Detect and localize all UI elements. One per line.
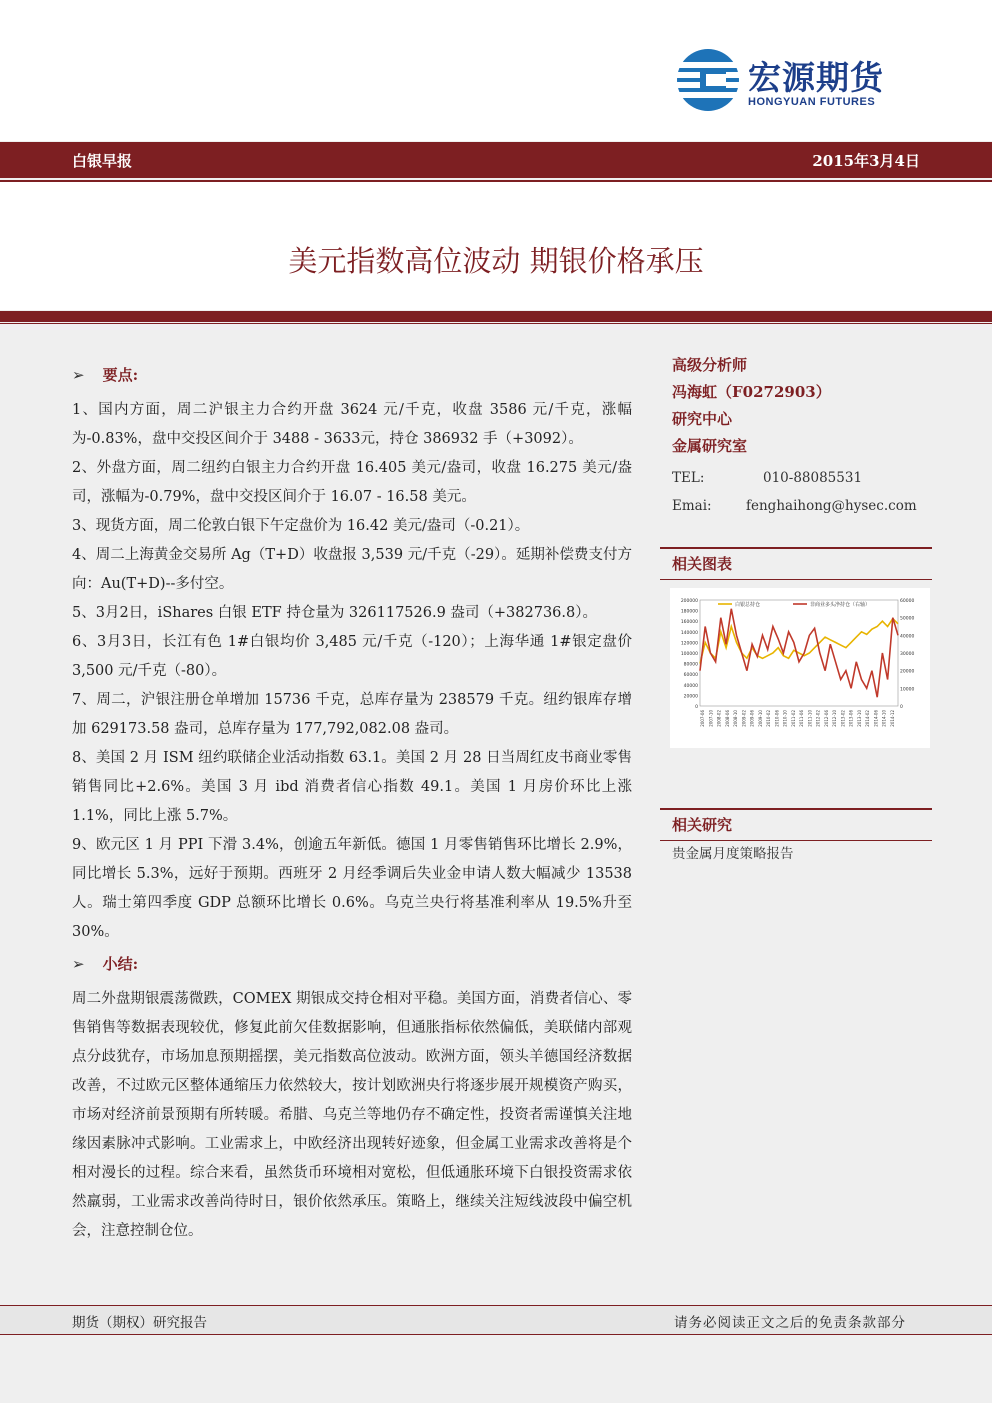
x-tick-label: 2009-06 xyxy=(749,710,755,727)
y-right-tick-label: 40000 xyxy=(900,634,915,640)
report-banner xyxy=(0,142,992,178)
analyst-panel xyxy=(672,352,932,520)
key-points-list xyxy=(72,396,632,947)
chart-section-title: 相关图表 xyxy=(672,555,733,573)
holdings-chart xyxy=(670,588,930,748)
x-tick-label: 2011-02 xyxy=(790,710,796,727)
analyst-role: 高级分析师 xyxy=(672,356,748,374)
tel-value: 010-88085531 xyxy=(763,470,863,486)
x-tick-label: 2009-10 xyxy=(757,710,763,727)
x-tick-label: 2011-06 xyxy=(799,710,805,727)
page-header xyxy=(0,0,992,141)
legend-label: 白银总持仓 xyxy=(735,602,761,608)
y-left-tick-label: 200000 xyxy=(680,599,698,604)
y-left-tick-label: 120000 xyxy=(680,641,698,647)
x-tick-label: 2010-10 xyxy=(782,710,788,727)
x-tick-label: 2008-02 xyxy=(716,710,722,727)
x-tick-label: 2013-06 xyxy=(848,710,854,727)
x-tick-label: 2013-10 xyxy=(856,710,862,727)
x-tick-label: 2010-02 xyxy=(766,710,772,727)
title-box xyxy=(0,182,992,310)
tel-row xyxy=(672,464,932,492)
x-tick-label: 2008-06 xyxy=(724,710,730,727)
divider xyxy=(0,311,992,322)
bullet-arrow-icon: ➢ xyxy=(72,955,85,973)
logo-icon xyxy=(676,48,740,112)
related-research-title: 相关研究 xyxy=(672,816,733,834)
chart-section-header xyxy=(660,547,932,580)
x-tick-label: 2007-06 xyxy=(700,710,705,727)
report-title: 美元指数高位波动 期银价格承压 xyxy=(288,244,704,278)
y-left-tick-label: 180000 xyxy=(680,609,698,615)
logo-text-en: HONGYUAN FUTURES xyxy=(748,96,876,108)
report-type: 白银早报 xyxy=(72,152,133,170)
email-link[interactable]: fenghaihong@hysec.com xyxy=(746,498,917,514)
summary-text: 周二外盘期银震荡微跌，COMEX 期银成交持仓相对平稳。美国方面，消费者信心、零售销售等数据表现较优，修复此前欠佳数据影响，但通胀指标依然偏低，美联储内部观点分歧犹存，市场加息预期摇摆，美元指数高位波动。欧洲方面，领头羊德国经济数据改善，不过欧元区整体通缩压力依然较大，按计划欧洲央行将逐步展开规模资产购买，市场对经济前景预期有所转暖。希腊、乌克兰等地仍存不确定性，投资者需谨慎关注地缘因素脉冲式影响。工业需求上，中欧经济出现转好迹象，但金属工业需求改善将是个相对漫长的过程。综合来看，虽然货币环境相对宽松，但低通胀环境下白银投资需求依然羸弱，工业需求改善尚待时日，银价依然承压。策略上，继续关注短线波段中偏空机会，注意控制仓位。 xyxy=(72,991,632,1239)
analyst-dept: 研究中心 xyxy=(672,410,733,428)
y-left-tick-label: 140000 xyxy=(680,630,698,636)
summary-heading: ➢ 小结: xyxy=(72,955,139,973)
x-tick-label: 2009-02 xyxy=(741,710,747,727)
key-point-item: 1、国内方面，周二沪银主力合约开盘 3624 元/千克，收盘 3586 元/千克，涨幅为-0.83%，盘中交投区间介于 3488 - 3633元，持仓 386932 手（+3092）。 xyxy=(72,402,632,447)
x-tick-label: 2008-10 xyxy=(733,710,739,727)
report-date: 2015年3月4日 xyxy=(812,152,920,170)
x-tick-label: 2010-06 xyxy=(774,710,780,727)
main-content xyxy=(72,360,632,1246)
footer-left-text: 期货（期权）研究报告 xyxy=(72,1315,207,1331)
key-points-heading: ➢ 要点: xyxy=(72,366,139,384)
y-left-tick-label: 20000 xyxy=(683,694,698,700)
bullet-arrow-icon: ➢ xyxy=(72,366,85,384)
tel-label: TEL: xyxy=(672,470,705,486)
key-point-item: 2、外盘方面，周二纽约白银主力合约开盘 16.405 美元/盎司，收盘 16.275 美元/盎司，涨幅为-0.79%，盘中交投区间介于 16.07 - 16.58 美元。 xyxy=(72,460,632,505)
footer-right-text: 请务必阅读正文之后的免责条款部分 xyxy=(674,1315,906,1331)
legend-label: 非商业多头净持仓（右轴） xyxy=(810,602,871,608)
y-left-tick-label: 80000 xyxy=(683,662,698,668)
key-point-item: 7、周二，沪银注册仓单增加 15736 千克，总库存量为 238579 千克。纽约银库存增加 629173.58 盎司，总库存量为 177,792,082.08 盎司。 xyxy=(72,692,632,737)
analyst-name: 冯海虹（F0272903） xyxy=(672,383,831,401)
x-tick-label: 2012-10 xyxy=(832,710,838,727)
x-tick-label: 2011-10 xyxy=(807,710,813,727)
y-right-tick-label: 0 xyxy=(900,705,903,710)
email-row xyxy=(672,492,932,520)
related-research-header xyxy=(660,808,932,841)
key-point-item: 4、周二上海黄金交易所 Ag（T+D）收盘报 3,539 元/千克（-29）。延期补偿费支付方向：Au(T+D)--多付空。 xyxy=(72,547,632,592)
x-tick-label: 2014-06 xyxy=(873,710,879,727)
related-research-item[interactable]: 贵金属月度策略报告 xyxy=(672,846,794,862)
x-tick-label: 2012-06 xyxy=(823,710,829,727)
key-point-item: 9、欧元区 1 月 PPI 下滑 3.4%，创逾五年新低。德国 1 月零售销售环比增长 2.9%，同比增长 5.3%，远好于预期。西班牙 2 月经季调后失业金申请人数大幅减少 13538 人。瑞士第四季度 GDP 总额环比增长 0.6%。乌克兰央行将基准利率从 19.5%升至 30%。 xyxy=(72,837,632,940)
y-left-tick-label: 40000 xyxy=(683,683,698,689)
key-point-item: 8、美国 2 月 ISM 纽约联储企业活动指数 63.1。美国 2 月 28 日当周红皮书商业零售销售同比+2.6%。美国 3 月 ibd 消费者信心指数 49.1。美国 1 月房价环比上涨 1.1%，同比上涨 5.7%。 xyxy=(72,750,632,824)
y-right-tick-label: 60000 xyxy=(900,599,915,604)
x-tick-label: 2013-02 xyxy=(840,710,846,727)
x-tick-label: 2014-12 xyxy=(890,710,895,727)
y-right-tick-label: 50000 xyxy=(900,616,915,622)
logo-text-cn: 宏源期货 xyxy=(748,58,884,97)
key-point-item: 6、3月3日，长江有色 1#白银均价 3,485 元/千克（-120）；上海华通 1#银定盘价 3,500 元/千克（-80）。 xyxy=(72,634,632,679)
y-left-tick-label: 60000 xyxy=(683,673,698,679)
y-left-tick-label: 0 xyxy=(695,705,698,710)
x-tick-label: 2014-02 xyxy=(865,710,871,727)
key-point-item: 5、3月2日，iShares 白银 ETF 持仓量为 326117526.9 盎司（+382736.8）。 xyxy=(72,605,597,621)
email-label: Emai: xyxy=(672,498,712,514)
analyst-office: 金属研究室 xyxy=(672,437,748,455)
x-tick-label: 2007-10 xyxy=(708,710,714,727)
key-point-item: 3、现货方面，周二伦敦白银下午定盘价为 16.42 美元/盎司（-0.21）。 xyxy=(72,518,530,534)
y-right-tick-label: 30000 xyxy=(900,652,915,657)
y-right-tick-label: 20000 xyxy=(900,669,915,675)
x-tick-label: 2012-02 xyxy=(815,710,821,727)
divider xyxy=(0,323,992,324)
y-right-tick-label: 10000 xyxy=(900,687,915,693)
company-logo xyxy=(676,46,926,116)
series-line xyxy=(700,619,898,664)
y-left-tick-label: 100000 xyxy=(680,652,698,657)
y-left-tick-label: 160000 xyxy=(680,620,698,626)
x-tick-label: 2014-10 xyxy=(881,710,887,727)
chart-svg xyxy=(670,588,930,748)
